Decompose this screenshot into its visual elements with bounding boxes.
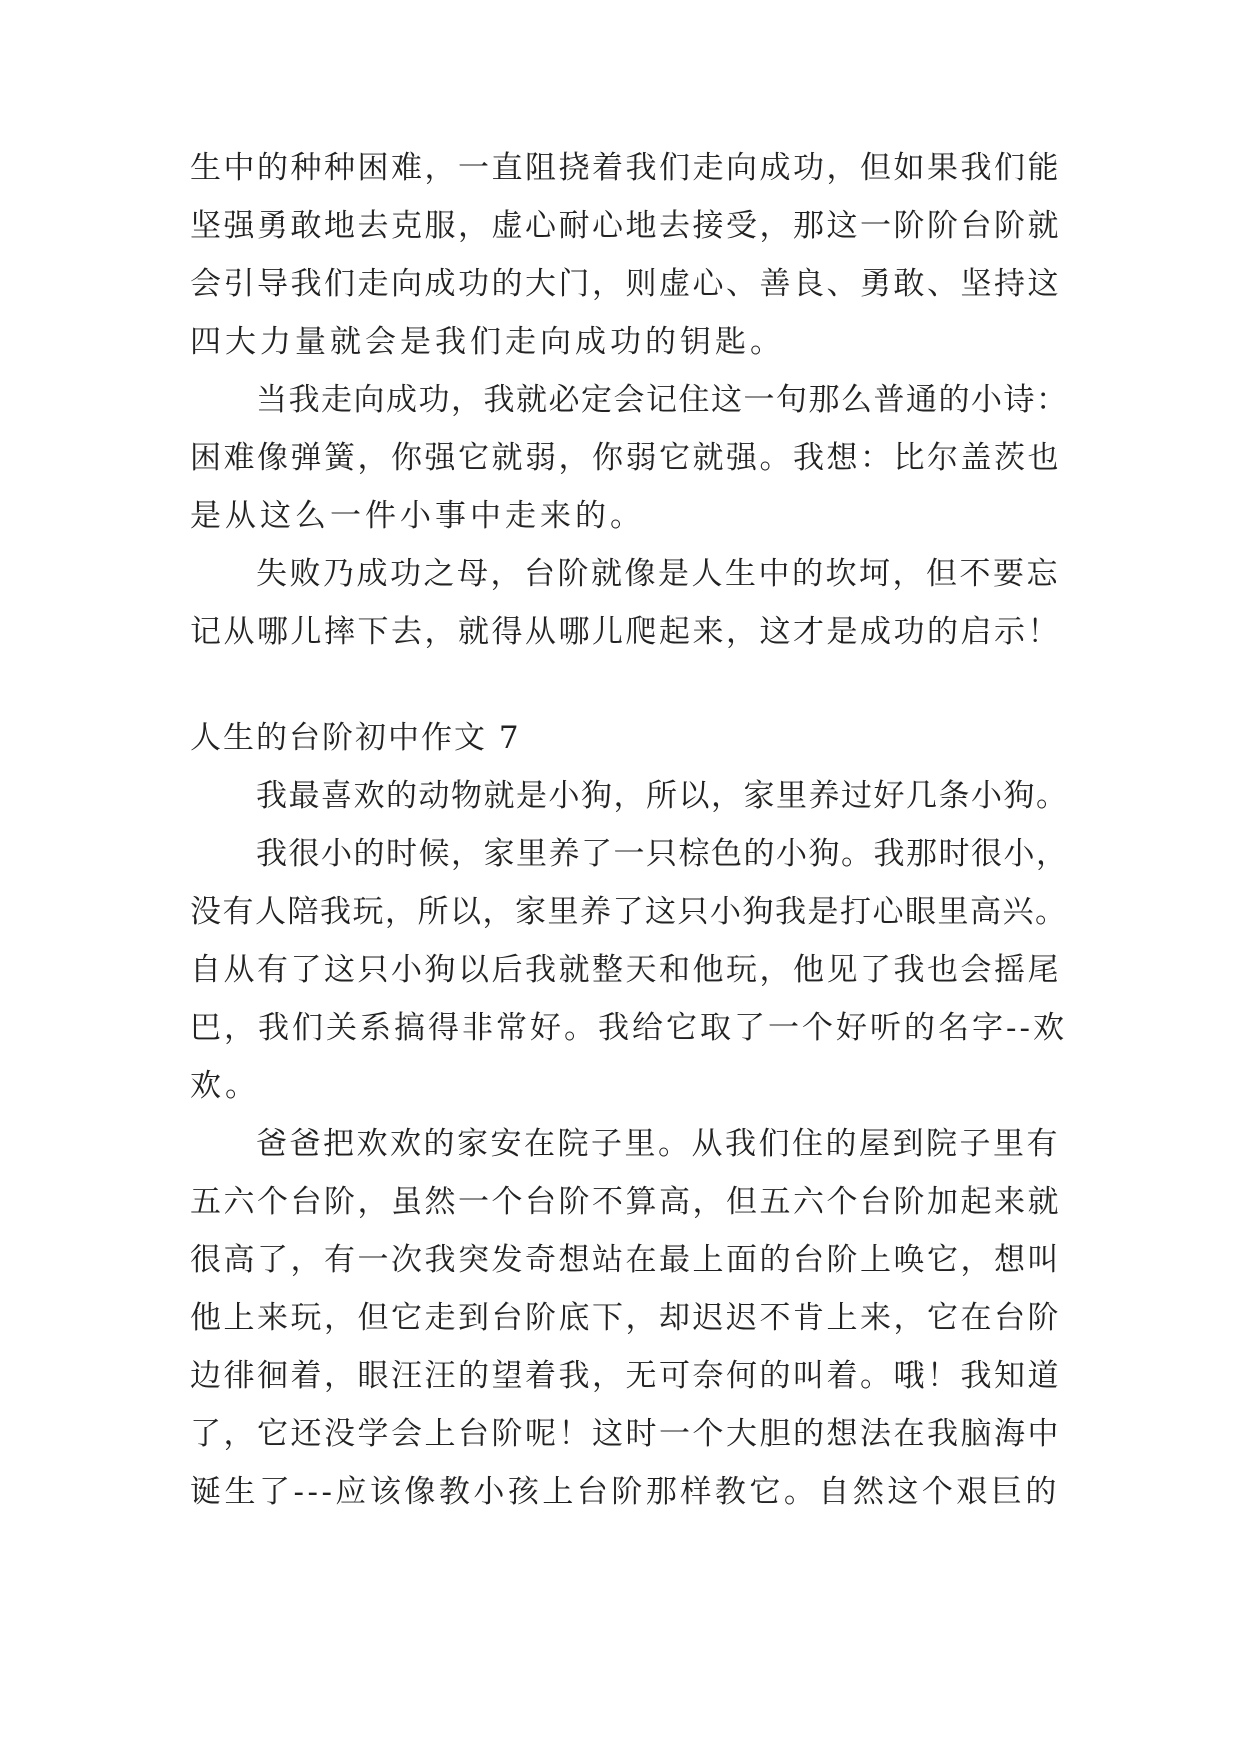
body-line: 失败乃成功之母，台阶就像是人生中的坎坷，但不要忘 [256,556,1060,592]
body-line: 没有人陪我玩，所以，家里养了这只小狗我是打心眼里高兴。 [190,894,1068,930]
body-line: 记从哪儿摔下去，就得从哪儿爬起来，这才是成功的启示！ [190,614,1061,650]
body-line: 诞生了---应该像教小孩上台阶那样教它。自然这个艰巨的 [190,1474,1060,1510]
body-line: 很高了，有一次我突发奇想站在最上面的台阶上唤它，想叫 [190,1242,1061,1278]
body-line: 自从有了这只小狗以后我就整天和他玩，他见了我也会摇尾 [190,952,1061,988]
body-line: 我最喜欢的动物就是小狗，所以，家里养过好几条小狗。 [256,778,1069,814]
body-line: 坚强勇敢地去克服，虚心耐心地去接受，那这一阶阶台阶就 [190,208,1061,244]
body-line: 会引导我们走向成功的大门，则虚心、善良、勇敢、坚持这 [190,266,1061,302]
body-line: 边徘徊着，眼汪汪的望着我，无可奈何的叫着。哦！我知道 [190,1358,1061,1394]
body-line: 欢。 [190,1068,260,1104]
body-line: 是从这么一件小事中走来的。 [190,498,645,534]
essay-title: 人生的台阶初中作文 7 [190,720,521,756]
body-line: 巴，我们关系搞得非常好。我给它取了一个好听的名字--欢 [190,1010,1067,1046]
body-line: 我很小的时候，家里养了一只棕色的小狗。我那时很小， [256,836,1069,872]
body-line: 爸爸把欢欢的家安在院子里。从我们住的屋到院子里有 [256,1126,1060,1162]
body-line: 四大力量就会是我们走向成功的钥匙。 [190,324,785,360]
body-line: 他上来玩，但它走到台阶底下，却迟迟不肯上来，它在台阶 [190,1300,1061,1336]
body-line: 了，它还没学会上台阶呢！这时一个大胆的想法在我脑海中 [190,1416,1061,1452]
body-line: 困难像弹簧，你强它就弱，你弱它就强。我想：比尔盖茨也 [190,440,1061,476]
body-line: 当我走向成功，我就必定会记住这一句那么普通的小诗： [256,382,1069,418]
body-line: 五六个台阶，虽然一个台阶不算高，但五六个台阶加起来就 [190,1184,1061,1220]
body-line: 生中的种种困难，一直阻挠着我们走向成功，但如果我们能 [190,150,1061,186]
